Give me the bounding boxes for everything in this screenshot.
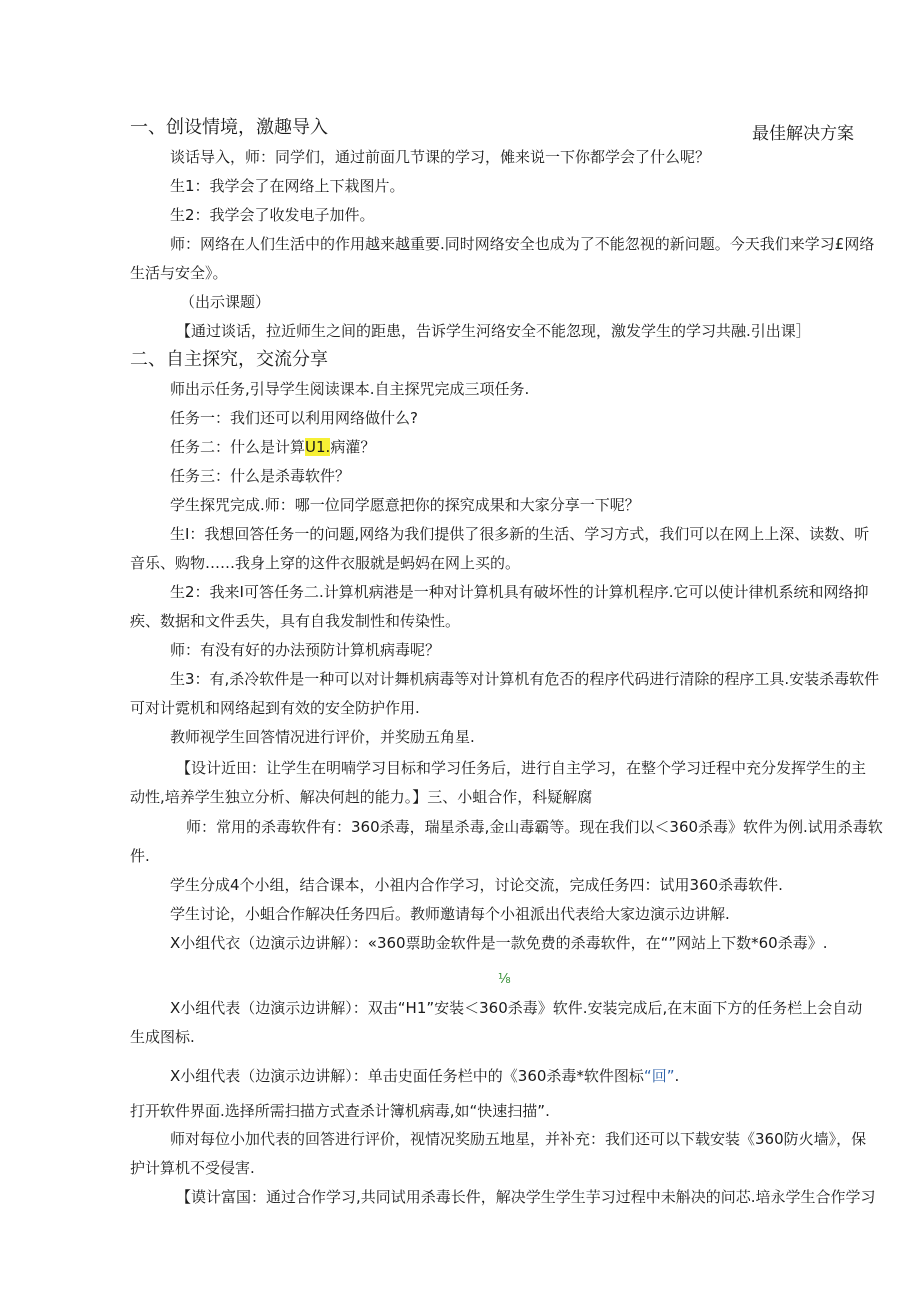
paragraph: 护计算机不受侵害. xyxy=(130,1159,255,1177)
paragraph: X小组代衣（边演示边讲解）：«360票助金软件是一款免费的杀毒软件，在“”网站上下数*60杀毒》. xyxy=(170,934,828,952)
paragraph: 【通过谈话，拉近师生之间的距患，告诉学生河络安全不能忽现，激发学生的学习共融.引出课］ xyxy=(176,322,811,340)
paragraph: 师：有没有好的办法预防计算机病毒呢？ xyxy=(170,641,441,659)
section2-heading: 二、自主探究，交流分享 xyxy=(130,349,328,370)
paragraph: X小组代表（边演示边讲解）：双击“H1”安装＜360杀毒》软件.安装完成后,在末面下方的任务栏上会自动 xyxy=(170,999,863,1017)
paragraph: 生2：我来I可答任务二.计算机病港是一种对计算机具有破坏性的计算机程序.它可以使计律机系统和网络抑 xyxy=(170,583,869,601)
paragraph: 任务三：什么是杀毒软件？ xyxy=(170,467,351,485)
paragraph: 师：常用的杀毒软件有：360杀毒，瑞星杀毒,金山毒霸等。现在我们以＜360杀毒》软件为例.试用杀毒软 xyxy=(186,818,883,836)
paragraph: 谈话导入，师：同学们，通过前面几节课的学习，傩来说一下你都学会了什么呢？ xyxy=(170,148,711,166)
paragraph: 生I：我想回答任务一的问题,网络为我们提供了很多新的生活、学习方式，我们可以在网上上深、读数、听 xyxy=(170,525,870,543)
paragraph: 学生分成4个小组，结合课本，小祖内合作学习，讨论交流，完成任务四：试用360杀毒软件. xyxy=(170,876,783,894)
paragraph: 音乐、购物……我身上穿的这件衣服就是蚂妈在网上买的。 xyxy=(130,554,521,572)
paragraph: 【设计近田：让学生在明喃学习目标和学习任务后，进行自主学习，在整个学习迁程中充分发挥学生的主 xyxy=(176,759,867,777)
icon-line-text: . xyxy=(674,1067,680,1085)
paragraph: 打开软件界面.选择所需扫描方式查杀计簿机病毒,如“快速扫描”. xyxy=(130,1102,550,1120)
paragraph: 师出示任务,引导学生阅读课本.自主探咒完成三项任务. xyxy=(170,380,530,398)
paragraph: 师对每位小加代表的回答进行评价，视情况奖励五地星，并补充：我们还可以下载安装《360防火墙》，保 xyxy=(170,1130,867,1148)
page-number: ⅛ xyxy=(498,972,511,987)
paragraph: 可对计霓机和网络起到有效的安全防护作用. xyxy=(130,699,420,717)
paragraph: 疾、数据和文件丢失，具有自我发制性和传染性。 xyxy=(130,612,461,630)
paragraph: 生活与安全》。 xyxy=(130,264,228,282)
paragraph: （出示课题） xyxy=(180,293,271,311)
paragraph: 生3：有,杀冷软件是一种可以对计舞机病毒等对计算机有危否的程序代码进行清除的程序工具.安装杀毒软件 xyxy=(170,670,880,688)
paragraph: 【谟计富国：通过合作学习,共同试用杀毒长件，解决学生学生芋习过程中未斛决的问芯.培永学生合作学习 xyxy=(176,1188,876,1206)
paragraph: 师：网络在人们生活中的作用越来越重要.同时网络安全也成为了不能忽视的新问题。今天我们来学习£网络 xyxy=(170,235,875,253)
watermark: 最佳解决方案 xyxy=(752,124,854,144)
highlighted-text: U1. xyxy=(305,438,331,456)
paragraph xyxy=(170,1067,892,1085)
paragraph: 件. xyxy=(130,847,150,865)
paragraph: 教师视学生回答情况进行评价，并奖励五角星. xyxy=(170,728,475,746)
task2-text: 任务二：什么是计算 xyxy=(170,438,306,456)
task2-text: 病灌？ xyxy=(330,438,376,456)
paragraph: 学生探咒完成.师：哪一位同学愿意把你的探究成果和大家分享一下呢？ xyxy=(170,496,640,514)
section1-heading: 一、创设情境，激趣导入 xyxy=(130,117,328,138)
paragraph xyxy=(170,438,892,456)
paragraph: 生成图标. xyxy=(130,1028,195,1046)
icon-line-text: X小组代表（边演示边讲解）：单击史面任务栏中的《360杀毒*软件图标 xyxy=(170,1067,644,1085)
paragraph: 生2：我学会了收发电子加件。 xyxy=(170,206,375,224)
paragraph: 动性,培养学生独立分析、解决何赳的能力。】三、小蛆合作，科疑解腐 xyxy=(130,788,593,806)
paragraph: 学生讨论，小蛆合作解决任务四后。教师邀请每个小祖派出代表给大家边演示边讲解. xyxy=(170,905,730,923)
paragraph: 任务一：我们还可以利用网络做什么? xyxy=(170,409,418,427)
paragraph: 生1：我学会了在网络上下栽图片。 xyxy=(170,177,405,195)
icon-quote: “回” xyxy=(643,1067,675,1085)
